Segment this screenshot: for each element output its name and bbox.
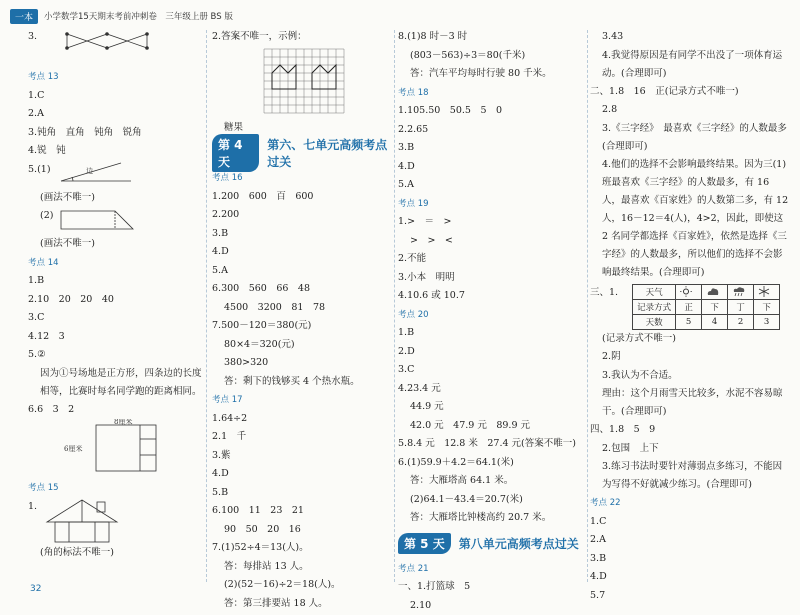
- answer-line: 4.锐 钝: [28, 142, 204, 161]
- angle-figure: [51, 161, 141, 189]
- rectangle-figure: [28, 419, 198, 479]
- figure-label: 8厘米: [114, 419, 132, 426]
- answer-line: 4.D: [212, 243, 392, 262]
- answer-line: 3.B: [590, 550, 790, 569]
- answer-line: 1.C: [590, 513, 790, 532]
- answer-line: 2.A: [590, 531, 790, 550]
- answer-line: 4.D: [212, 465, 392, 484]
- table-row-label: 天数: [633, 314, 676, 329]
- answer-line: 7.(1)52÷4＝13(人)。: [212, 539, 392, 558]
- trapezoid-figure: [53, 207, 143, 235]
- answer-line: 1.B: [28, 272, 204, 291]
- answer-line: 2.D: [398, 343, 586, 362]
- table-cell: 5: [676, 314, 702, 329]
- answer-line: 6.300 560 66 48: [212, 280, 392, 299]
- answer-explanation: 理由：这个月雨雪天比较多，水泥不容易晾干。(合理即可): [590, 385, 790, 421]
- figure-caption: 糖果: [212, 119, 392, 138]
- answer-explanation: 因为①号场地是正方形，四条边的长度相等，比赛时每名同学跑的距离相同。: [28, 365, 204, 401]
- cloud-icon: [702, 284, 728, 299]
- day-badge: 第 4 天: [212, 134, 259, 172]
- table-cell: 正: [676, 299, 702, 314]
- answer-line: 5.7: [590, 587, 790, 606]
- note-text: (画法不唯一): [28, 235, 204, 254]
- answer-line: 7.500－120＝380(元): [212, 317, 392, 336]
- table-row-label: 记录方式: [633, 299, 676, 314]
- rain-icon: [728, 284, 754, 299]
- answer-line: 一、1.打篮球 5: [398, 578, 586, 597]
- answer-line: 3.B: [212, 225, 392, 244]
- trapezoid-block: [28, 207, 204, 235]
- answer-line: (2)64.1－43.4＝20.7(米): [398, 491, 586, 510]
- angle-figure-block: [28, 161, 204, 189]
- answer-line: 3.紫: [212, 447, 392, 466]
- section-label: 考点 19: [398, 195, 586, 214]
- answer-line: (2)(52－16)÷2＝18(人)。: [212, 576, 392, 595]
- grid-figure: [212, 47, 382, 119]
- answer-line: 2.10 20 20 40: [28, 291, 204, 310]
- answer-line: 2.包围 上下: [590, 440, 790, 459]
- sun-icon: [676, 284, 702, 299]
- answer-line: 2.10: [398, 597, 586, 615]
- answer-line: 答：每排站 13 人。: [212, 558, 392, 577]
- answer-line: 2.200: [212, 206, 392, 225]
- answer-line: (803－563)÷3＝80(千米): [398, 47, 586, 66]
- answer-explanation: 4.他们的选择不会影响最终结果。因为三(1)班最喜欢《三字经》的人数最多，有 16 人，最喜欢《百家姓》的人数第二多，有 12 人，16－12＝4(人)，4>2，因此，即使这 2 名同学都选择《百家姓》，依然是选择《三字经》的人数最多，所以他们的选择不会影响最终结果。(合理即可): [590, 156, 790, 282]
- page-header: [10, 8, 233, 24]
- answer-line: 90 50 20 16: [212, 521, 392, 540]
- answer-line: 1.> ＝ >: [398, 213, 586, 232]
- answer-line: 4500 3200 81 78: [212, 299, 392, 318]
- answer-line: 4.12 3: [28, 328, 204, 347]
- answer-line: 2.阴: [590, 348, 790, 367]
- weather-table-block: [590, 284, 790, 330]
- answer-line: 5.(1): [28, 161, 51, 180]
- answer-line: 80×4＝320(元): [212, 336, 392, 355]
- section-label: 考点 22: [590, 494, 790, 513]
- star-lines-figure: [37, 28, 187, 68]
- answer-column-4: [590, 28, 790, 582]
- answer-line: 2.2.65: [398, 121, 586, 140]
- book-title: 小学数学15天期末考前冲刺卷 三年级上册 BS 版: [44, 10, 233, 22]
- note-text: (画法不唯一): [28, 189, 204, 208]
- table-cell: 下: [702, 299, 728, 314]
- answer-line: 四、1.8 5 9: [590, 421, 790, 440]
- page-number: 32: [30, 584, 41, 594]
- answer-line: 3.钝角 直角 钝角 锐角: [28, 124, 204, 143]
- answer-column-3: [398, 28, 586, 582]
- day-5-heading: [398, 532, 586, 556]
- section-title: 第八单元高频考点过关: [459, 535, 579, 552]
- answer-line: 4.D: [398, 158, 586, 177]
- answer-line: 6.6 3 2: [28, 401, 204, 420]
- answer-line: 1.: [28, 498, 37, 517]
- table-cell: 丁: [728, 299, 754, 314]
- answer-line: 2.不能: [398, 250, 586, 269]
- section-label: 考点 16: [212, 169, 392, 188]
- answer-column-2: [212, 28, 392, 582]
- table-header: 天气: [633, 284, 676, 299]
- section-label: 考点 13: [28, 68, 204, 87]
- answer-line: 答：汽车平均每时行驶 80 千米。: [398, 65, 586, 84]
- answer-line: 答：大雁塔比钟楼高约 20.7 米。: [398, 509, 586, 528]
- answer-line: 3.43: [590, 28, 790, 47]
- answer-line: 8.(1)8 时－3 时: [398, 28, 586, 47]
- answer-explanation: 3.练习书法时要针对薄弱点多练习，不能因为写得不好就减少练习。(合理即可): [590, 458, 790, 494]
- answer-line: 42.0 元 47.9 元 89.9 元: [398, 417, 586, 436]
- answer-line: 380>320: [212, 354, 392, 373]
- brand-logo: 一本: [10, 9, 38, 24]
- answer-line: 5.②: [28, 346, 204, 365]
- day-4-heading: [212, 141, 392, 165]
- answer-line: 5.B: [212, 484, 392, 503]
- weather-table: [632, 284, 780, 330]
- column-divider: [394, 30, 395, 582]
- figure-label: 6厘米: [64, 444, 82, 453]
- answer-line: 答：剩下的钱够买 4 个热水瓶。: [212, 373, 392, 392]
- answer-line: 4.D: [590, 568, 790, 587]
- table-cell: 4: [702, 314, 728, 329]
- answer-line: 答：大雁塔高 64.1 米。: [398, 472, 586, 491]
- answer-line: 1.105.50 50.5 5 0: [398, 102, 586, 121]
- answer-line: 3.B: [398, 139, 586, 158]
- answer-line: 1.64÷2: [212, 410, 392, 429]
- figure-label: 边: [86, 166, 93, 175]
- answer-line: (2): [28, 207, 53, 226]
- table-cell: 2: [728, 314, 754, 329]
- section-label: 考点 15: [28, 479, 204, 498]
- note-text: (记录方式不唯一): [590, 330, 790, 349]
- answer-line: 1.B: [398, 324, 586, 343]
- answer-line: 二、1.8 16 正(记录方式不唯一): [590, 83, 790, 102]
- section-title: 第六、七单元高频考点过关: [267, 136, 392, 170]
- note-text: (角的标法不唯一): [28, 544, 204, 563]
- section-label: 考点 18: [398, 84, 586, 103]
- house-figure-block: [28, 498, 204, 544]
- section-label: 考点 20: [398, 306, 586, 325]
- section-label: 考点 14: [28, 254, 204, 273]
- answer-line: 4.23.4 元: [398, 380, 586, 399]
- section-label: 考点 21: [398, 560, 586, 579]
- day-badge: 第 5 天: [398, 533, 451, 554]
- answer-line: 5.8.4 元 12.8 米 27.4 元(答案不唯一): [398, 435, 586, 454]
- house-figure: [37, 498, 147, 544]
- section-label: 考点 17: [212, 391, 392, 410]
- answer-line: 5.A: [212, 262, 392, 281]
- answer-line: 3.C: [398, 361, 586, 380]
- answer-line: 3.我认为不合适。: [590, 367, 790, 386]
- answer-line: 5.A: [398, 176, 586, 195]
- answer-column-1: [28, 28, 204, 582]
- answer-line: 3.: [28, 28, 37, 47]
- answer-line: 三、1.: [590, 284, 618, 303]
- answer-3-block: [28, 28, 204, 68]
- answer-line: 1.200 600 百 600: [212, 188, 392, 207]
- answer-line: 答：第三排要站 18 人。: [212, 595, 392, 614]
- answer-line: 2.答案不唯一，示例：: [212, 28, 392, 47]
- answer-explanation: 4.我觉得原因是有同学不出没了一项体育运动。(合理即可): [590, 47, 790, 83]
- answer-line: > > <: [398, 232, 586, 251]
- table-cell: 下: [754, 299, 780, 314]
- snow-icon: [754, 284, 780, 299]
- answer-line: 44.9 元: [398, 398, 586, 417]
- answer-line: 3.小本 明明: [398, 269, 586, 288]
- column-divider: [587, 30, 588, 582]
- answer-line: 6.(1)59.9＋4.2＝64.1(米): [398, 454, 586, 473]
- answer-line: 2.1 千: [212, 428, 392, 447]
- answer-line: 1.C: [28, 87, 204, 106]
- answer-line: 2.A: [28, 105, 204, 124]
- answer-line: 6.100 11 23 21: [212, 502, 392, 521]
- table-cell: 3: [754, 314, 780, 329]
- column-divider: [206, 30, 207, 582]
- answer-line: 2.8: [590, 101, 790, 120]
- answer-line: 3.C: [28, 309, 204, 328]
- answer-explanation: 3.《三字经》 最喜欢《三字经》的人数最多(合理即可): [590, 120, 790, 156]
- answer-line: 4.10.6 或 10.7: [398, 287, 586, 306]
